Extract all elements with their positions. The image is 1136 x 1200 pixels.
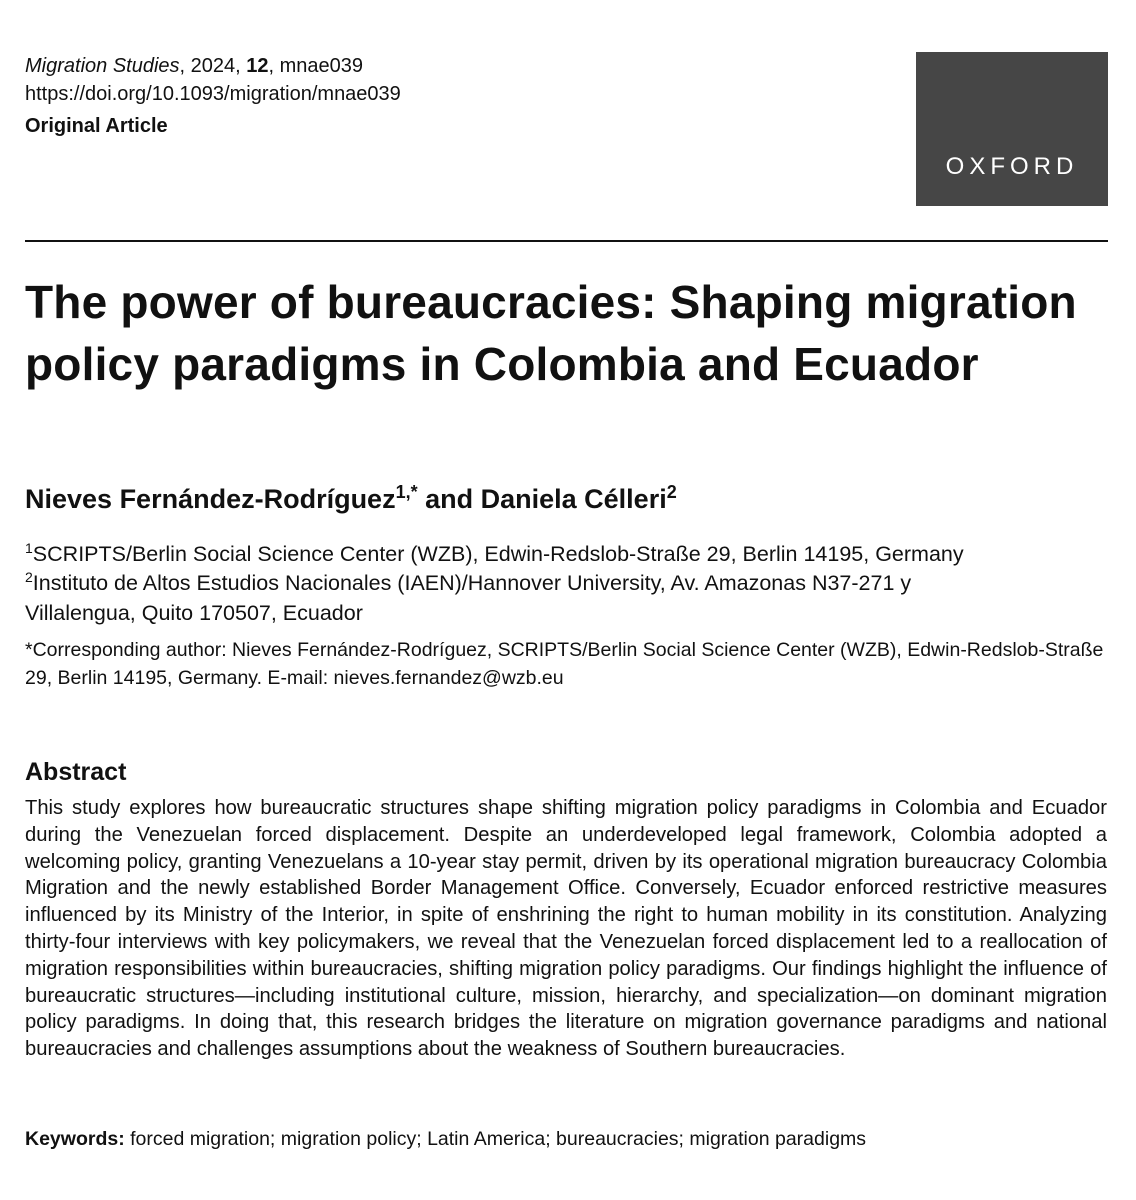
affiliation-2: [25, 568, 911, 598]
affiliation-2-number: 2: [25, 569, 33, 585]
journal-citation: [25, 52, 363, 81]
keywords: [25, 1125, 866, 1153]
author-1-marker: 1,*: [395, 482, 418, 502]
header-divider: [25, 240, 1108, 242]
abstract-body: This study explores how bureaucratic structures shape shifting migration policy paradigms in Colombia and Ecuador during the Venezuelan forced displacement. Despite an underdeveloped legal framework, Colombia adopted a welcoming policy, granting Venezuelans a 10-year stay permit, driven by its operational migration bureaucracy Colombia Migration and the newly established Border Management Office. Conversely, Ecuador enforced restrictive measures influenced by its Ministry of the Interior, in spite of enshrining the right to human mobility in its constitution. Analyzing thirty-four interviews with key policymakers, we reveal that the Venezuelan forced displacement led to a reallocation of migration responsibilities within bureaucracies, shifting migration policy paradigms. Our findings highlight the influence of bureaucratic structures—including institutional culture, mission, hierarchy, and specialization—on dominant migration policy paradigms. In doing that, this research bridges the literature on migration governance paradigms and national bureaucracies and challenges assumptions about the weakness of Southern bureaucracies.: [25, 797, 1107, 1061]
author-2[interactable]: Daniela Célleri: [480, 484, 667, 514]
doi-link[interactable]: https://doi.org/10.1093/migration/mnae039: [25, 83, 401, 105]
oxford-logo: [916, 52, 1108, 206]
author-list: [25, 482, 677, 516]
corresponding-author-note: *Corresponding author: Nieves Fernández-Rodríguez, SCRIPTS/Berlin Social Science Center (WZB), Edwin-Redslob-Straße 29, Berlin 14195, Germany. E-mail: nieves.fernandez@wzb.eu: [25, 639, 1104, 689]
journal-year: , 2024,: [179, 55, 247, 77]
author-1[interactable]: Nieves Fernández-Rodríguez: [25, 484, 396, 514]
article-title: The power of bureaucracies: Shaping migration policy paradigms in Colombia and Ecuador: [25, 276, 1077, 390]
article-id: , mnae039: [268, 55, 364, 77]
affiliation-1: [25, 539, 964, 569]
affiliation-2-cont: [25, 598, 363, 628]
keywords-label: Keywords:: [25, 1128, 125, 1150]
journal-name: Migration Studies: [25, 55, 180, 77]
oxford-logo-text: OXFORD: [945, 153, 1079, 180]
author-conjunction: and: [417, 484, 481, 514]
keywords-list: forced migration; migration policy; Latin America; bureaucracies; migration paradigms: [124, 1128, 867, 1150]
affiliation-1-number: 1: [25, 540, 33, 556]
author-2-marker: 2: [666, 482, 677, 502]
affiliation-2-text-line1: Instituto de Altos Estudios Nacionales (IAEN)/Hannover University, Av. Amazonas N37-271 y: [32, 571, 912, 595]
article-type: Original Article: [25, 115, 168, 137]
journal-volume: 12: [246, 55, 269, 77]
abstract-heading: Abstract: [25, 758, 127, 786]
affiliation-2-text-line2: Villalengua, Quito 170507, Ecuador: [25, 601, 363, 625]
affiliation-1-text: SCRIPTS/Berlin Social Science Center (WZB), Edwin-Redslob-Straße 29, Berlin 14195, Germany: [32, 542, 964, 566]
